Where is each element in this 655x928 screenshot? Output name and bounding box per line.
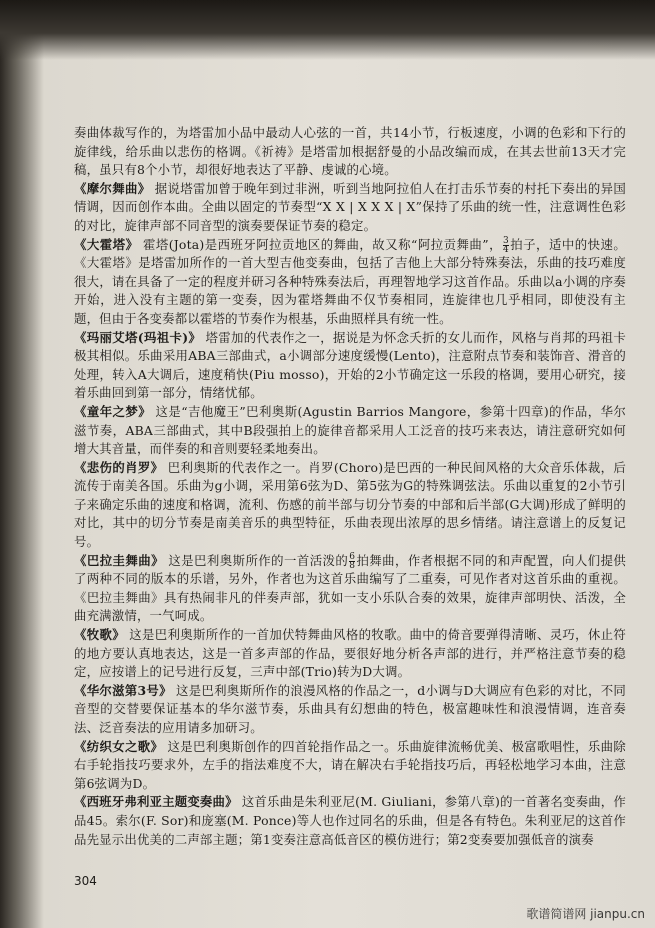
paragraph-text: 塔雷加的代表作之一，据说是为怀念夭折的女儿而作，风格与肖邦的玛祖卡极其相似。乐曲采用ABA三部曲式，a小调部分速度缓慢(Lento)，注意附点节奏和装饰音、滑音的处理，转入A大调后，速度稍快(Piu mosso)，开始的2小节确定这一乐段的格调，要用心研究，接着乐曲回到第一部分，情绪忧郁。 [74,329,626,401]
paragraph-choro [74,459,626,552]
paragraph-text: 这是巴利奥斯所作的浪漫风格的作品之一，d小调与D大调应有色彩的对比，不同音型的交替要保证基本的华尔滋节奏，乐曲具有幻想曲的特色，极富趣味性和浪漫情调，连音奏法、泛音奏法的应用请多加研习。 [74,682,626,735]
paragraph-marieta [74,329,626,403]
piece-title: 《悲伤的肖罗》 [74,459,164,475]
paragraph-danza-paraguaya [74,552,626,626]
paragraph-text: 这是“吉他魔王”巴利奥斯(Agustin Barrios Mangore，参第十四章)的作品，华尔滋节奏，ABA三部曲式，其中B段强拍上的旋律音都采用人工泛音的技巧来表达，请注意研究如何增大其音量，而伴奏的和音则要轻柔地奏出。 [74,403,627,457]
paragraph-childhood-dream [74,403,626,459]
paragraph-gran-jota [74,236,626,329]
piece-title: 《玛丽艾塔(玛祖卡)》 [74,329,202,345]
paragraph-text: 这是巴利奥斯所作的一首活泼的 [168,552,349,568]
paragraph-waltz-3 [74,682,626,738]
paragraph-text: 巴利奥斯的代表作之一。肖罗(Choro)是巴西的一种民间风格的大众音乐体裁，后流传于南美各国。乐曲为g小调，采用第6弦为D、第5弦为G的特殊调弦法。乐曲以重复的2小节引子来确定乐曲的速度和格调，流利、伤感的前半部与切分节奏的中部和后半部(G大调)形成了鲜明的对比，其中的切分节奏是南美音乐的典型特征，乐曲表现出浓厚的思乡情绪。请注意谱上的反复记号。 [74,459,626,550]
scan-top-edge [0,0,655,60]
time-signature-numerator: 3 [503,235,509,246]
paragraph-folia-variations [74,793,626,849]
piece-title: 《华尔滋第3号》 [74,682,172,698]
paragraph-spinning-song [74,738,626,794]
piece-title: 《牧歌》 [74,627,125,643]
paragraph-text: 这首乐曲是朱利亚尼(M. Giuliani，参第八章)的一首著名变奏曲，作品45。索尔(F. Sor)和庞塞(M. Ponce)等人也作过同名的乐曲，但是各有特色。朱利亚尼的这首作品先显示出优美的二声部主题；第1变奏注意高低音区的模仿进行；第2变奏要加强低音的演奏 [74,794,626,847]
paragraph-text: 霍塔(Jota)是西班牙阿拉贡地区的舞曲，故又称“阿拉贡舞曲”， [142,236,503,252]
piece-title: 《大霍塔》 [74,236,139,252]
piece-title: 《西班牙弗利亚主题变奏曲》 [74,794,238,810]
paragraph-madrigal [74,626,626,682]
time-signature [349,553,355,570]
paragraph-1 [74,124,626,180]
binding-shadow [0,0,44,928]
text-body [74,124,626,849]
paragraph-text: 奏曲体裁写作的，为塔雷加小品中最动人心弦的一首，共14小节，行板速度，小调的色彩和下行的旋律线，给乐曲以悲伤的格调。《祈祷》是塔雷加根据舒曼的小品改编而成，在其去世前13天才完稿，虽只有8个小节，却很好地表达了平静、虔诚的心境。 [74,125,626,178]
time-signature [503,237,509,254]
time-signature-denominator: 8 [349,560,356,571]
paragraph-text: 拍子，适中的快速。《大霍塔》是塔雷加所作的一首大型吉他变奏曲，包括了吉他上大部分特殊奏法，乐曲的技巧难度很大，请在具备了一定的程度并研习各种特殊奏法后，再理智地学习这首作品。乐曲以a小调的序奏开始，进入没有主题的第一变奏，因为霍塔舞曲不仅节奏相同，连旋律也几乎相同，即使没有主题，但由于各变奏都以霍塔的节奏作为根基，乐曲照样具有统一性。 [74,236,627,326]
piece-title: 《摩尔舞曲》 [74,180,151,196]
site-watermark: 歌谱简谱网 jianpu.cn [526,907,645,921]
page-number: 304 [74,874,97,888]
piece-title: 《巴拉圭舞曲》 [74,552,164,568]
time-signature-denominator: 4 [503,244,509,255]
paragraph-text: 据说塔雷加曾于晚年到过非洲，听到当地阿拉伯人在打击乐节奏的村托下奏出的异国情调，因而创作本曲。全曲以固定的节奏型“X X | X X X | X”保持了乐曲的统一性，注意调性色彩的对比，旋律声部不同音型的演奏要保证节奏的稳定。 [74,180,627,233]
paragraph-text: 这是巴利奥斯创作的四首轮指作品之一。乐曲旋律流畅优美、极富歌唱性，乐曲除右手轮指技巧要求外，左手的指法难度不大，请在解决右手轮指技巧后，再轻松地学习本曲，注意第6弦调为D。 [74,738,626,791]
paragraph-moorish-dance [74,180,626,236]
piece-title: 《纺织女之歌》 [74,738,164,754]
paragraph-text: 这是巴利奥斯所作的一首加伏特舞曲风格的牧歌。曲中的倚音要弹得清晰、灵巧，休止符的地方要认真地表达，这是一首多声部的作品，要很好地分析各声部的进行，并严格注意节奏的稳定，应按谱上的记号进行反复，三声中部(Trio)转为D大调。 [74,627,626,680]
paragraph-text: 拍舞曲，作者根据不同的和声配置，向人们提供了两种不同的版本的乐谱，另外，作者也为这首乐曲编写了二重奏，可见作者对这首乐曲的重视。《巴拉圭舞曲》具有热闹非凡的伴奏声部，犹如一支小乐队合奏的效果，旋律声部明快、活泼，全曲充满激情，一气呵成。 [74,552,627,624]
piece-title: 《童年之梦》 [74,403,152,419]
time-signature-numerator: 6 [349,551,356,562]
